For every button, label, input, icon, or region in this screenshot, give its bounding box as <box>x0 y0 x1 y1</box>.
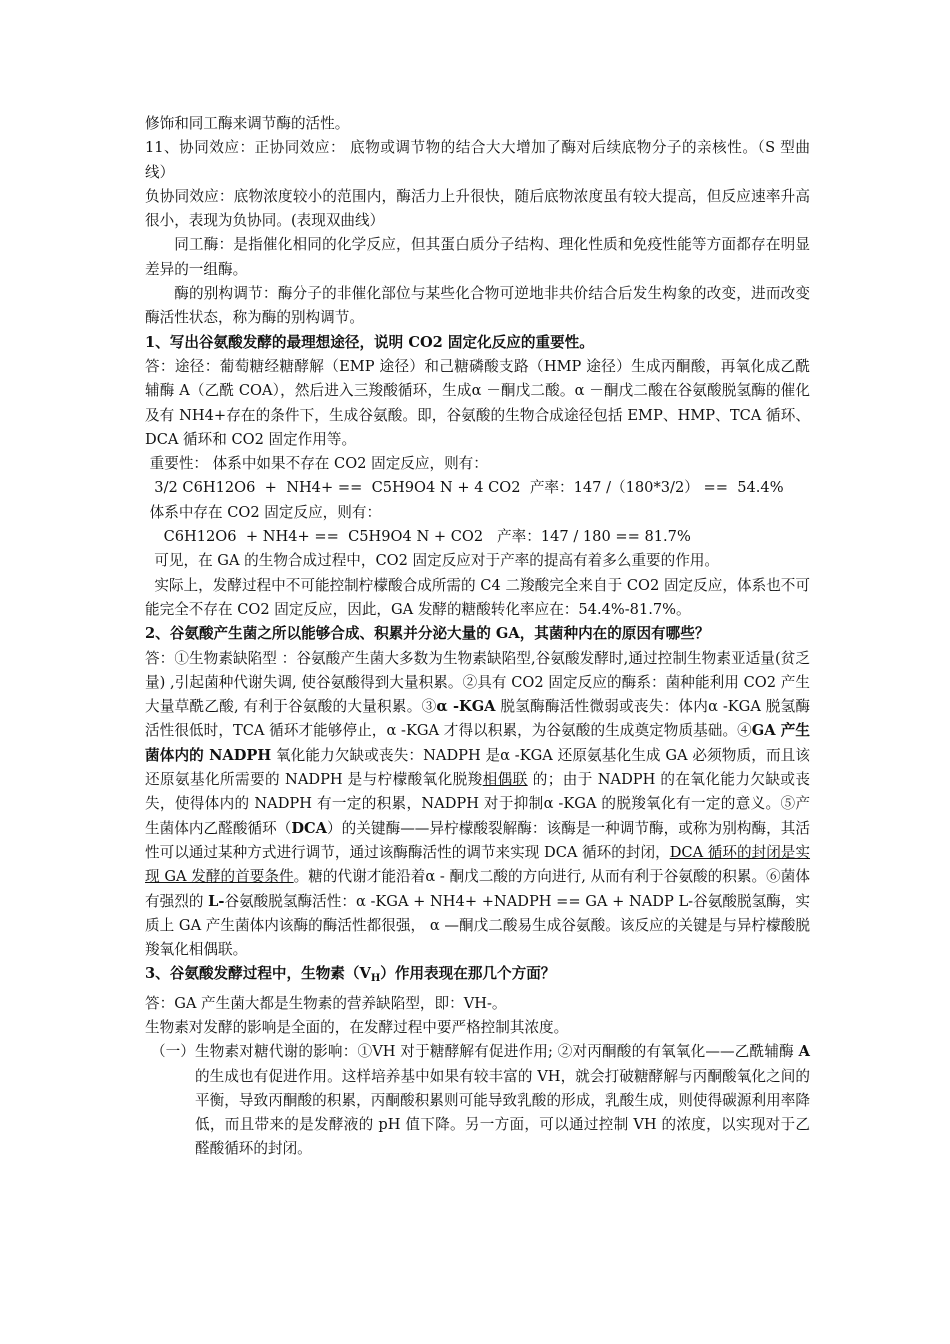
item-number: （一） <box>151 1043 195 1061</box>
document-page <box>145 112 810 1162</box>
paragraph-allosteric: 酶的别构调节：酶分子的非催化部位与某些化合物可逆地非共价结合后发生构象的改变，进而改变酶活性状态，称为酶的别构调节。 <box>145 285 810 327</box>
question-3-title: 3、谷氨酸发酵过程中，生物素$(V_H)$作用表现在那几个方面？ <box>145 965 556 985</box>
question-3-overall: 生物素对发酵的影响是全面的，在发酵过程中要严格控制其浓度。 <box>145 1018 569 1036</box>
question-2-answer: 答：①生物素缺陷型 ：谷氨酸产生菌大多数为生物素缺陷型,谷氨酸发酵时,通过控制生物素亚适量(贫乏量) ,引起菌种代谢失调, 使谷氨酸得到大量积累。②具有 CO2 固定反应的酶系：菌种能利用 CO2 产生大量草酰乙酸, 有利于谷氨酸的大量积累。③α -KGA 脱氢酶酶活性微弱或丧失：体内α -KGA 脱氢酶活性很低时，TCA 循环才能够停止，α -KGA 才得以积累，为谷氨酸的生成奠定物质基础。④GA 产生菌体内的 NADPH 氧化能力欠缺或丧失：NADPH 是α -KGA 还原氨基化生成 GA 必须物质，而且该还原氨基化所需要的 NADPH 是与柠檬酸氧化脱羧相偶联 的；由于 NADPH 的在氧化能力欠缺或丧失，使得体内的 NADPH 有一定的积累，NADPH 对于抑制α -KGA 的脱羧氧化有一定的意义。⑤产生菌体内乙醛酸循环（DCA）的关键酶——异柠檬酸裂解酶：该酶是一种调节酶，或称为别构酶，其活性可以通过某种方式进行调节，通过该酶酶活性的调节来实现 DCA 循环的封闭，DCA 循环的封闭是实现 GA 发酵的首要条件。糖的代谢才能沿着α - 酮戊二酸的方向进行, 从而有利于谷氨酸的积累。⑥菌体有强烈的 L-谷氨酸脱氢酶活性：α -KGA + NH4+ +NADPH == GA + NADP L-谷氨酸脱氢酶，实质上 GA 产生菌体内该酶的酶活性都很强， α —酮戊二酸易生成谷氨酸。该反应的关键是与异柠檬酸脱羧氧化相偶联。 <box>145 649 811 959</box>
paragraph-cooperativity: 11、协同效应：正协同效应： 底物或调节物的结合大大增加了酶对后续底物分子的亲核性。（S 型曲线） <box>145 139 810 181</box>
question-1-actual: 实际上，发酵过程中不可能控制柠檬酸合成所需的 C4 二羧酸完全来自于 CO2 固定反应，体系也不可能完全不存在 CO2 固定反应，因此，GA 发酵的糖酸转化率应在：54.4%-81.7%。 <box>145 576 810 618</box>
question-2-title: 2、谷氨酸产生菌之所以能够合成、积累并分泌大量的 GA，其菌种内在的原因有哪些？ <box>145 625 710 643</box>
question-1-title: 1、写出谷氨酸发酵的最理想途径，说明 CO2 固定化反应的重要性。 <box>145 333 594 351</box>
question-3-item-1 <box>145 1040 810 1161</box>
paragraph-1: 修饰和同工酶来调节酶的活性。 <box>145 115 350 132</box>
question-1-conclusion: 可见，在 GA 的生物合成过程中，CO2 固定反应对于产率的提高有着多么重要的作用。 <box>145 552 720 570</box>
question-1-answer: 答：途径：葡萄糖经糖酵解（EMP 途径）和己糖磷酸支路（HMP 途径）生成丙酮酸，再氧化成乙酰辅酶 A（乙酰 COA），然后进入三羧酸循环，生成α －酮戊二酸。α －酮戊二酸在谷氨酸脱氢酶的催化及有 NH4+存在的条件下，生成谷氨酸。即，谷氨酸的生物合成途径包括 EMP、HMP、TCA 循环、DCA 循环和 CO2 固定作用等。 <box>145 357 810 448</box>
paragraph-isoenzyme: 同工酶：是指催化相同的化学反应，但其蛋白质分子结构、理化性质和免疫性能等方面都存在明显差异的一组酶。 <box>145 236 810 278</box>
question-1-with-co2: 体系中存在 CO2 固定反应，则有： <box>145 503 382 521</box>
question-3-answer: 答：GA 产生菌大都是生物素的营养缺陷型，即：VH-。 <box>145 994 507 1012</box>
paragraph-negative-cooperativity: 负协同效应：底物浓度较小的范围内，酶活力上升很快，随后底物浓度虽有较大提高，但反应速率升高很小，表现为负协同。(表现双曲线） <box>145 187 810 230</box>
equation-without-co2: 3/2 C6H12O6 + NH4+ == C5H9O4 N + 4 CO2 产率：147 /（180*3/2） == 54.4% <box>145 479 784 497</box>
question-1-importance: 重要性： 体系中如果不存在 CO2 固定反应，则有： <box>145 455 488 473</box>
item-text: 生物素对糖代谢的影响：①VH 对于糖酵解有促进作用; ②对丙酮酸的有氧氧化——乙酰辅酶 A 的生成也有促进作用。这样培养基中如果有较丰富的 VH，就会打破糖酵解与丙酮酸氧化之间的平衡，导致丙酮酸的积累，丙酮酸积累则可能导致乳酸的形成，乳酸生成，则使得碳源利用率降低，而且带来的是发酵液的 pH 值下降。另一方面，可以通过控制 VH 的浓度，以实现对于乙醛酸循环的封闭。 <box>195 1043 810 1158</box>
equation-with-co2: C6H12O6 + NH4+ == C5H9O4 N + CO2 产率：147 / 180 == 81.7% <box>145 528 691 546</box>
